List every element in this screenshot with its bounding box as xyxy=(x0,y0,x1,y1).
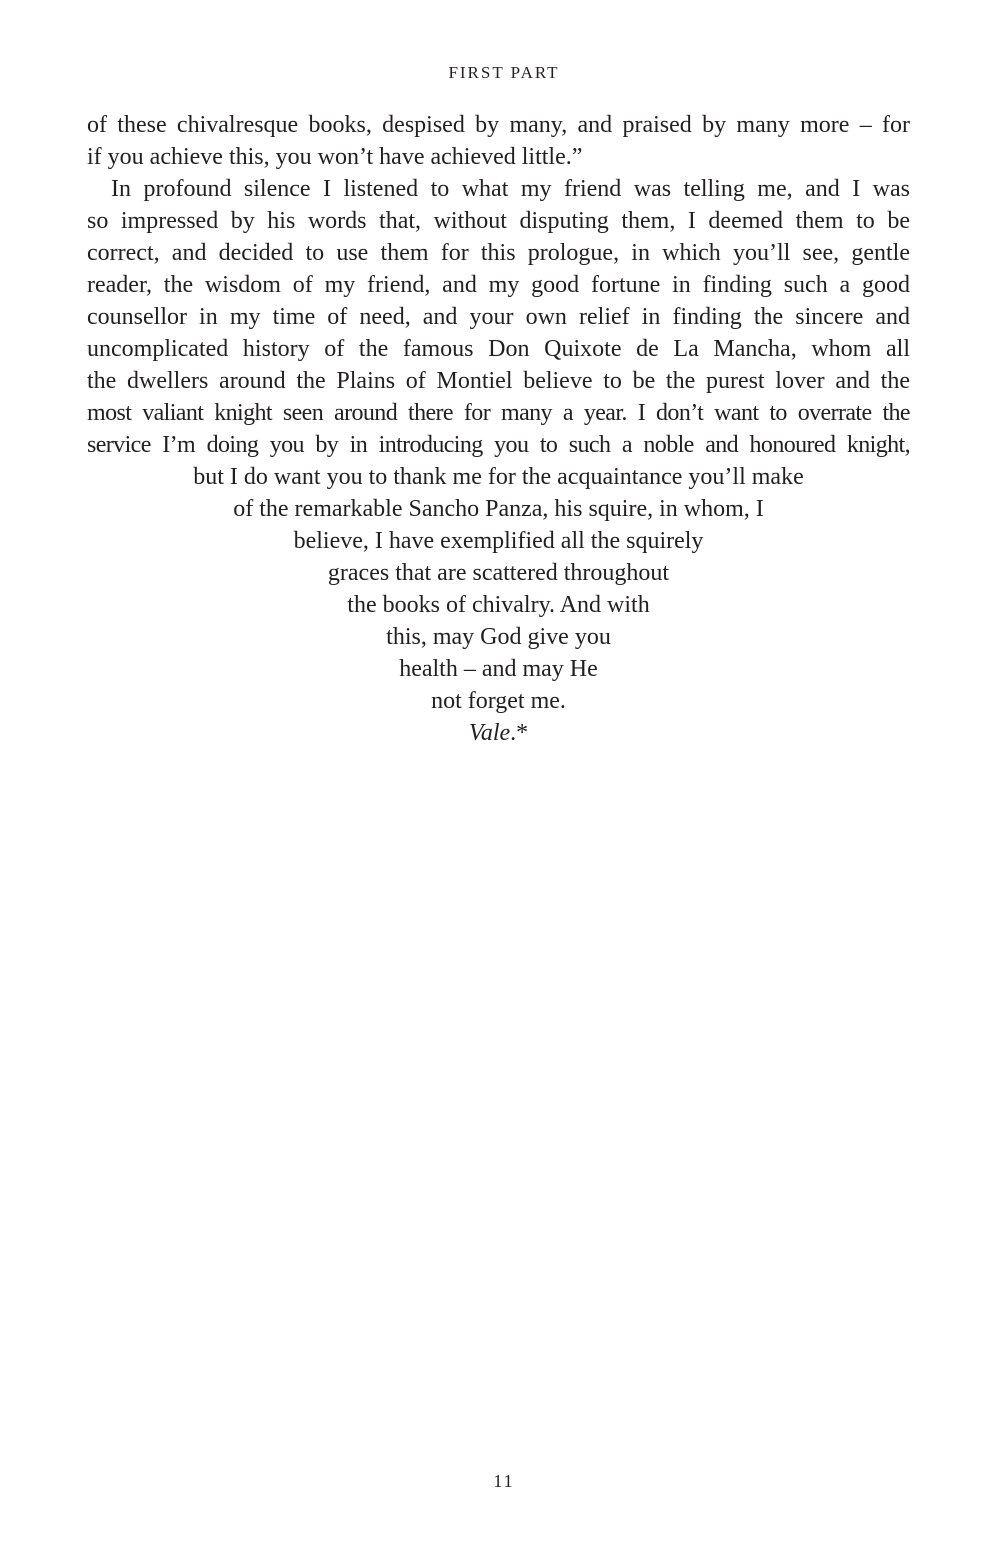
closing-line xyxy=(87,717,910,749)
text-line: the dwellers around the Plains of Montiel believe to be the purest lover and the xyxy=(87,368,910,394)
text-line: not forget me. xyxy=(431,688,566,714)
body-text xyxy=(87,109,910,749)
text-line: this, may God give you xyxy=(386,624,611,650)
text-line: so impressed by his words that, without disputing them, I deemed them to be xyxy=(87,208,910,234)
text-line: reader, the wisdom of my friend, and my good fortune in finding such a good xyxy=(87,272,910,298)
text-line: graces that are scattered throughout xyxy=(327,560,670,586)
text-line: but I do want you to thank me for the acquaintance you’ll make xyxy=(193,464,804,490)
closing-vale: Vale xyxy=(468,720,511,746)
text-line: of these chivalresque books, despised by many, and praised by many more – for xyxy=(87,112,910,138)
text-line: correct, and decided to use them for this prologue, in which you’ll see, gentle xyxy=(87,240,910,266)
footnote-marker: .* xyxy=(510,720,529,746)
text-line: most valiant knight seen around there for many a year. I don’t want to overrate the xyxy=(87,400,910,426)
text-line: the books of chivalry. And with xyxy=(347,592,650,618)
running-head: FIRST PART xyxy=(448,63,560,82)
text-line: believe, I have exemplified all the squirely xyxy=(293,528,704,554)
text-line: if you achieve this, you won’t have achieved little.” xyxy=(87,144,583,170)
text-line: service I’m doing you by in introducing you to such a noble and honoured knight, xyxy=(87,432,910,458)
page-number: 11 xyxy=(493,1471,515,1491)
text-line: of the remarkable Sancho Panza, his squire, in whom, I xyxy=(233,496,764,522)
text-line: uncomplicated history of the famous Don Quixote de La Mancha, whom all xyxy=(87,336,910,362)
text-line: health – and may He xyxy=(399,656,598,682)
text-line: counsellor in my time of need, and your own relief in finding the sincere and xyxy=(87,304,910,330)
text-line: In profound silence I listened to what my friend was telling me, and I was xyxy=(111,176,910,202)
